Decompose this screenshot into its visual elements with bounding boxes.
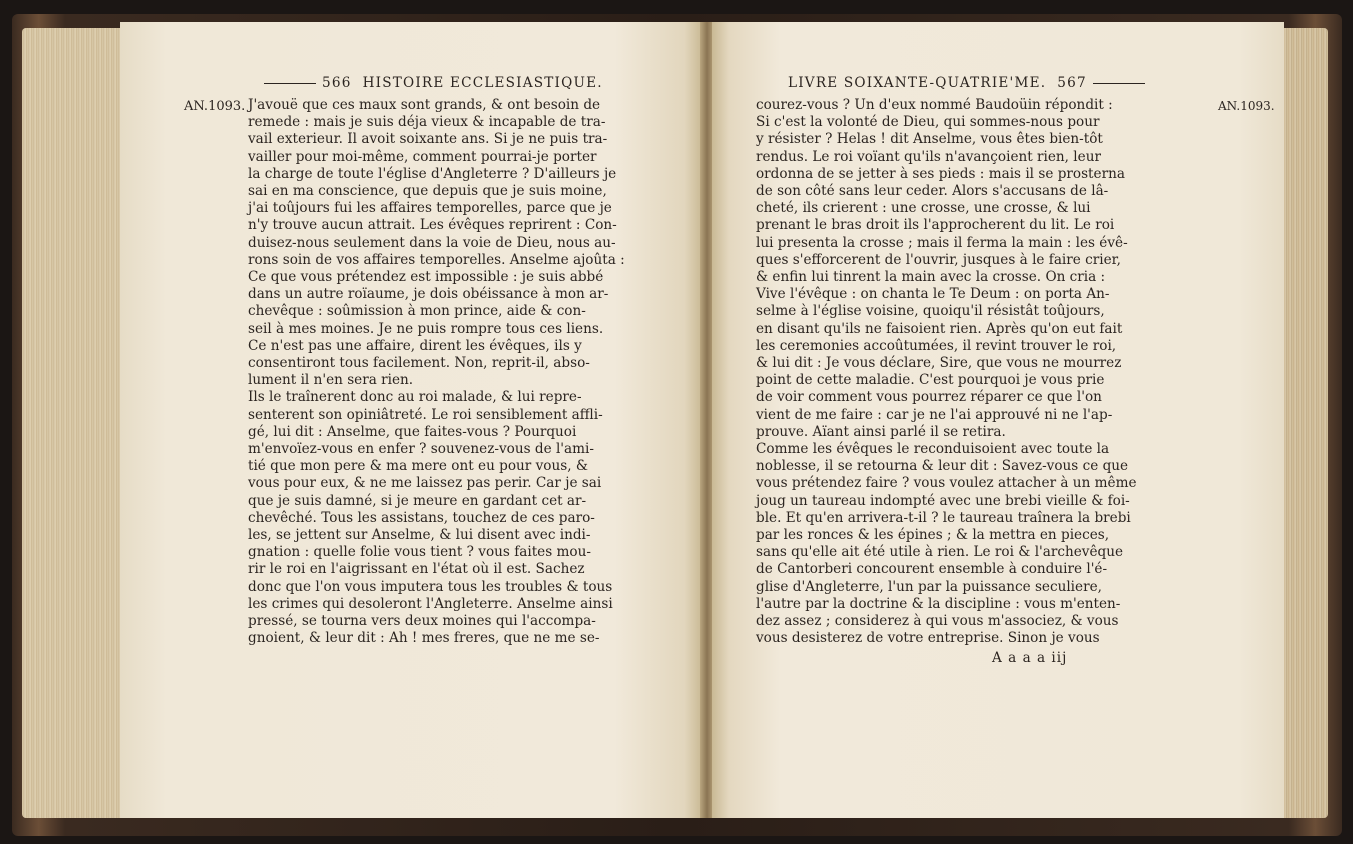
- text-line: ble. Et qu'en arrivera-t-il ? le taureau traînera la brebi: [756, 509, 1131, 526]
- text-line: vient de me faire : car je ne l'ai approuvé ni ne l'ap-: [756, 406, 1113, 423]
- text-line: lui presenta la crosse ; mais il ferma la main : les évê-: [756, 234, 1128, 251]
- text-line: vail exterieur. Il avoit soixante ans. Si je ne puis tra-: [248, 131, 608, 148]
- text-line: j'ai toûjours fui les affaires temporelles, parce que je: [248, 200, 612, 217]
- text-line: chevêque : soûmission à mon prince, aide & con-: [248, 303, 586, 320]
- text-line: noblesse, il se retourna & leur dit : Savez-vous ce que: [756, 458, 1129, 475]
- text-line: donc que l'on vous imputera tous les troubles & tous: [248, 578, 613, 595]
- text-line: de Cantorberi concourent ensemble à conduire l'é-: [756, 561, 1108, 578]
- text-line: duisez-nous seulement dans la voie de Dieu, nous au-: [248, 234, 616, 251]
- text-line: l'autre par la doctrine & la discipline : vous m'enten-: [756, 595, 1121, 612]
- text-line: vous pour eux, & ne me laissez pas perir. Car je sai: [248, 475, 602, 492]
- text-line: remede : mais je suis déja vieux & incapable de tra-: [248, 114, 606, 131]
- text-line: tié que mon pere & ma mere ont eu pour vous, &: [248, 458, 588, 475]
- text-line: chevêché. Tous les assistans, touchez de ces paro-: [248, 509, 595, 526]
- text-line: dez assez ; considerez à qui vous m'associez, & vous: [756, 613, 1119, 630]
- text-line: la charge de toute l'église d'Angleterre ? D'ailleurs je: [248, 165, 617, 182]
- text-line: en disant qu'ils ne faisoient rien. Après qu'on eut fait: [756, 320, 1123, 337]
- text-line: pressé, se tourna vers deux moines qui l'accompa-: [248, 613, 596, 630]
- text-line: sai en ma conscience, que depuis que je suis moine,: [248, 183, 607, 200]
- text-line: glise d'Angleterre, l'un par la puissance seculiere,: [756, 578, 1102, 595]
- text-line: cheté, ils crierent : une crosse, une crosse, & lui: [756, 200, 1091, 217]
- text-line: Ils le traînerent donc au roi malade, & lui repre-: [248, 389, 582, 406]
- text-line: les ceremonies accoûtumées, il revint trouver le roi,: [756, 337, 1117, 354]
- text-line: senterent son opiniâtreté. Le roi sensiblement affli-: [248, 406, 603, 423]
- text-line: & lui dit : Je vous déclare, Sire, que vous ne mourrez: [756, 355, 1122, 372]
- left-running-head: [258, 75, 603, 91]
- head-rule: [264, 83, 316, 84]
- text-line: que je suis damné, si je meure en gardant cet ar-: [248, 492, 587, 509]
- right-margin-date-visible: AN.1093.: [1218, 99, 1275, 113]
- text-line: courez-vous ? Un d'eux nommé Baudoüin répondit :: [756, 97, 1113, 113]
- text-line: Vive l'évêque : on chanta le Te Deum : on porta An-: [756, 286, 1110, 303]
- page-edges-right: [1282, 28, 1328, 818]
- text-line: selme à l'église voisine, quoiqu'il résistât toûjours,: [756, 303, 1105, 320]
- text-line: prouve. Aïant ainsi parlé il se retira.: [756, 423, 1006, 440]
- text-line: vous desisterez de votre entreprise. Sinon je vous: [756, 630, 1100, 647]
- text-line: rir le roi en l'aigrissant en l'état où il est. Sachez: [248, 561, 585, 578]
- text-line: les, se jettent sur Anselme, & lui disent avec indi-: [248, 527, 591, 544]
- text-line: joug un taureau indompté avec une brebi vieille & foi-: [756, 492, 1130, 509]
- head-rule: [1093, 83, 1145, 84]
- text-line: y résister ? Helas ! dit Anselme, vous êtes bien-tôt: [756, 131, 1103, 148]
- text-line: par les ronces & les épines ; & la mettra en pieces,: [756, 527, 1110, 544]
- text-line: de voir comment vous pourrez réparer ce que l'on: [756, 389, 1102, 406]
- text-line: vailler pour moi-même, comment pourrai-je porter: [248, 148, 597, 165]
- text-line: gnation : quelle folie vous tient ? vous faites mou-: [248, 544, 591, 561]
- page-edges-left: [22, 28, 132, 818]
- text-line: gnoient, & leur dit : Ah ! mes freres, que ne me se-: [248, 630, 600, 647]
- text-line: dans un autre roïaume, je dois obéissance à mon ar-: [248, 286, 609, 303]
- left-margin-date: AN.1093.: [184, 99, 246, 114]
- text-line: J'avouë que ces maux sont grands, & ont besoin de: [248, 97, 601, 113]
- left-page-text: [248, 97, 682, 648]
- right-page-text: [756, 97, 1202, 648]
- signature-mark: A a a a iij: [992, 650, 1068, 666]
- text-line: Ce n'est pas une affaire, dirent les évêques, ils y: [248, 337, 582, 354]
- text-line: seil à mes moines. Je ne puis rompre tous ces liens.: [248, 320, 604, 337]
- text-line: ordonna de se jetter à ses pieds : mais il se prosterna: [756, 165, 1125, 182]
- text-line: rons soin de vos affaires temporelles. Anselme ajoûta :: [248, 251, 625, 268]
- text-line: vous prétendez faire ? vous voulez attacher à un même: [756, 475, 1137, 492]
- text-line: rendus. Le roi voïant qu'ils n'avançoient rien, leur: [756, 148, 1101, 165]
- left-page-number: 566: [322, 75, 352, 91]
- text-line: sans qu'elle ait été utile à rien. Le roi & l'archevêque: [756, 544, 1124, 561]
- text-line: m'envoïez-vous en enfer ? souvenez-vous de l'ami-: [248, 441, 594, 458]
- text-line: ques s'efforcerent de l'ouvrir, jusques à le faire crier,: [756, 251, 1121, 268]
- text-line: n'y trouve aucun attrait. Les évêques reprirent : Con-: [248, 217, 617, 234]
- text-line: point de cette maladie. C'est pourquoi je vous prie: [756, 372, 1105, 389]
- text-line: Comme les évêques le reconduisoient avec toute la: [756, 441, 1110, 458]
- text-line: Ce que vous prétendez est impossible : je suis abbé: [248, 269, 604, 286]
- text-line: & enfin lui tinrent la main avec la crosse. On cria :: [756, 269, 1106, 286]
- text-line: de son côté sans leur ceder. Alors s'accusans de lâ-: [756, 183, 1109, 200]
- left-running-title: HISTOIRE ECCLESIASTIQUE.: [362, 75, 603, 91]
- text-line: prenant le bras droit ils l'approcherent du lit. Le roi: [756, 217, 1115, 234]
- right-running-head: [788, 75, 1151, 91]
- text-line: consentiront tous facilement. Non, reprit-il, abso-: [248, 355, 590, 372]
- text-line: gé, lui dit : Anselme, que faites-vous ? Pourquoi: [248, 423, 577, 440]
- text-line: les crimes qui desoleront l'Angleterre. Anselme ainsi: [248, 595, 613, 612]
- right-page-number: 567: [1057, 75, 1087, 91]
- text-line: lument il n'en sera rien.: [248, 372, 414, 389]
- right-running-title: LIVRE SOIXANTE-QUATRIE'ME.: [788, 75, 1047, 91]
- text-line: Si c'est la volonté de Dieu, qui sommes-nous pour: [756, 114, 1100, 131]
